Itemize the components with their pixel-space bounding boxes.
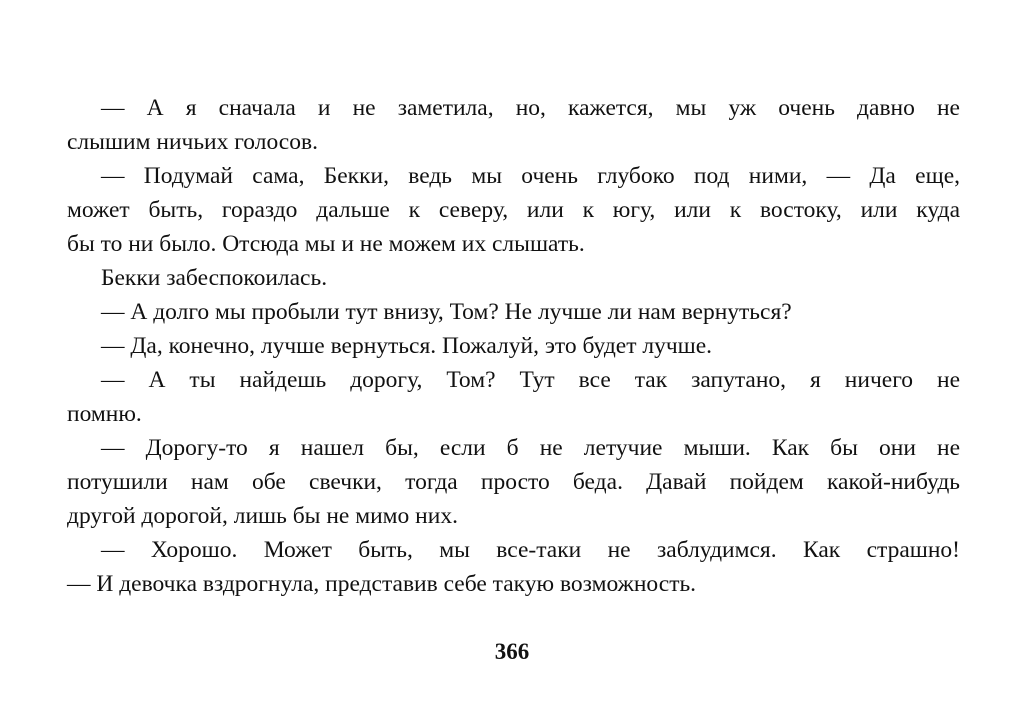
text-line: — А ты найдешь дорогу, Том? Тут все так запутано, я ничего не bbox=[101, 367, 960, 393]
text-line: — Хорошо. Может быть, мы все-таки не заблудимся. Как страшно! bbox=[101, 537, 960, 563]
text-line: Бекки забеспокоилась. bbox=[101, 265, 328, 291]
page-number: 366 bbox=[494, 639, 530, 664]
text-line: — А долго мы пробыли тут внизу, Том? Не лучше ли нам вернуться? bbox=[101, 299, 792, 325]
text-line: — Подумай сама, Бекки, ведь мы очень глубоко под ними, — Да еще, bbox=[101, 163, 960, 189]
text-line: — Дорогу-то я нашел бы, если б не летучие мыши. Как бы они не bbox=[101, 435, 960, 461]
text-line: — И девочка вздрогнула, представив себе такую возможность. bbox=[67, 571, 697, 597]
text-line: может быть, гораздо дальше к северу, или к югу, или к востоку, или куда bbox=[67, 197, 960, 223]
text-line: другой дорогой, лишь бы не мимо них. bbox=[67, 503, 458, 529]
book-text bbox=[67, 91, 960, 601]
text-line: слышим ничьих голосов. bbox=[67, 129, 318, 155]
text-line: потушили нам обе свечки, тогда просто беда. Давай пойдем какой-нибудь bbox=[67, 469, 960, 495]
text-line: — А я сначала и не заметила, но, кажется, мы уж очень давно не bbox=[101, 95, 960, 121]
text-line: — Да, конечно, лучше вернуться. Пожалуй, это будет лучше. bbox=[101, 333, 713, 359]
text-line: помню. bbox=[67, 401, 142, 427]
text-line: бы то ни было. Отсюда мы и не можем их слышать. bbox=[67, 231, 585, 257]
